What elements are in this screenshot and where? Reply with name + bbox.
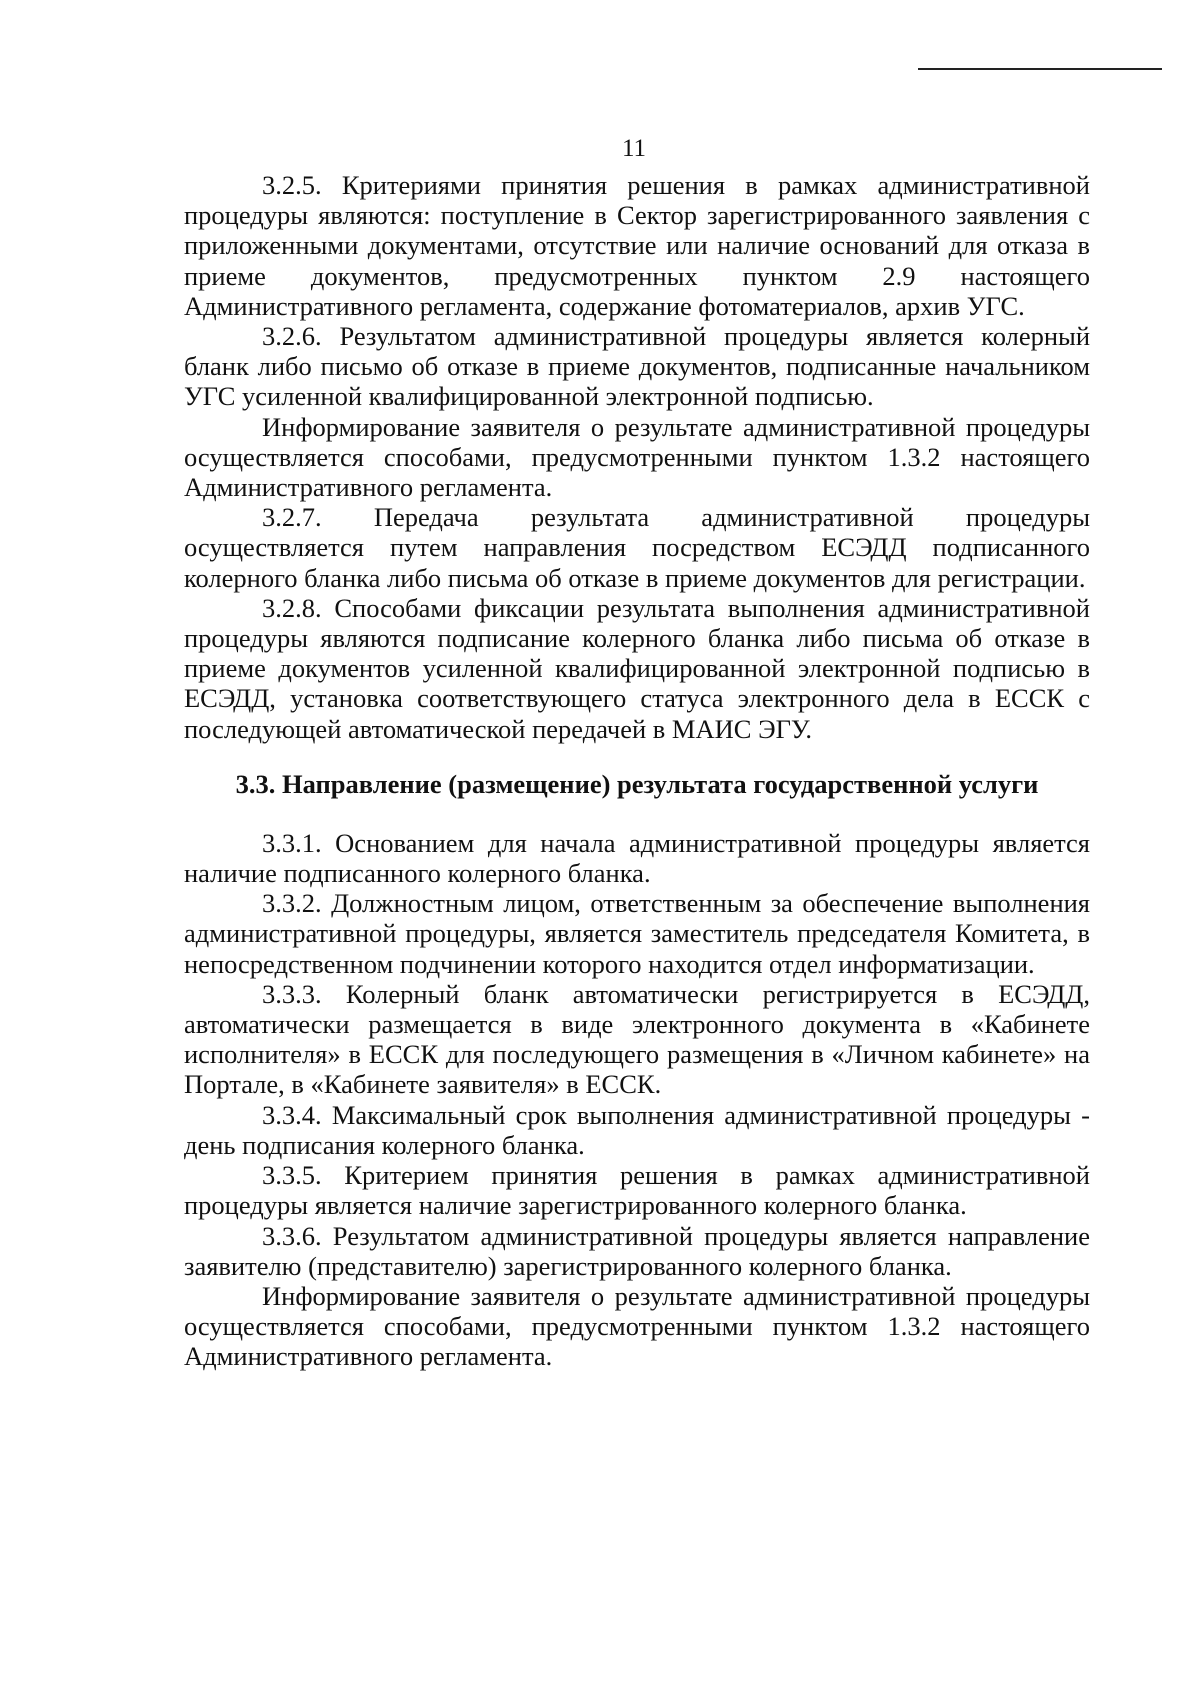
- paragraph-3-2-7: 3.2.7. Передача результата административной процедуры осуществляется путем направления посредством ЕСЭДД подписанного колерного бланка либо письма об отказе в приеме документов для регистрации.: [184, 502, 1090, 593]
- document-body: [184, 170, 1090, 1372]
- paragraph-3-3-1: 3.3.1. Основанием для начала административной процедуры является наличие подписанного колерного бланка.: [184, 827, 1090, 889]
- paragraph-3-2-8: 3.2.8. Способами фиксации результата выполнения административной процедуры являются подписание колерного бланка либо письма об отказе в приеме документов усиленной квалифицированной электронной подписью в ЕСЭДД, установка соответствующего статуса электронного дела в ЕССК с последующей автоматической передачей в МАИС ЭГУ.: [184, 592, 1090, 744]
- paragraph-3-3-6: 3.3.6. Результатом административной процедуры является направление заявителю (представителю) зарегистрированного колерного бланка.: [184, 1220, 1090, 1281]
- section-heading-3-3: 3.3. Направление (размещение) результата государственной услуги: [235, 768, 1039, 799]
- paragraph-3-3-5: 3.3.5. Критерием принятия решения в рамках административной процедуры является наличие зарегистрированного колерного бланка.: [184, 1160, 1090, 1221]
- paragraph-3-2-6: 3.2.6. Результатом административной процедуры является колерный бланк либо письмо об отказе в приеме документов, подписанные начальником УГС усиленной квалифицированной электронной подписью.: [184, 321, 1090, 412]
- paragraph-3-3-2: 3.3.2. Должностным лицом, ответственным за обеспечение выполнения административной процедуры, является заместитель председателя Комитета, в непосредственном подчинении которого находится отдел информатизации.: [184, 888, 1090, 979]
- page-number: 11: [621, 135, 647, 162]
- paragraph-3-3-3: 3.3.3. Колерный бланк автоматически регистрируется в ЕСЭДД, автоматически размещается в виде электронного документа в «Кабинете исполнителя» в ЕССК для последующего размещения в «Личном кабинете» на Портале, в «Кабинете заявителя» в ЕССК.: [184, 978, 1090, 1100]
- paragraph-3-3-4: 3.3.4. Максимальный срок выполнения административной процедуры - день подписания колерного бланка.: [184, 1099, 1090, 1160]
- paragraph-informing-2: Информирование заявителя о результате административной процедуры осуществляется способами, предусмотренными пунктом 1.3.2 настоящего Административного регламента.: [184, 1280, 1090, 1372]
- header-rule: [918, 68, 1162, 70]
- paragraph-informing-1: Информирование заявителя о результате административной процедуры осуществляется способами, предусмотренными пунктом 1.3.2 настоящего Административного регламента.: [184, 411, 1090, 503]
- paragraph-3-2-5: 3.2.5. Критериями принятия решения в рамках административной процедуры являются: поступление в Сектор зарегистрированного заявления с приложенными документами, отсутствие или наличие оснований для отказа в приеме документов, предусмотренных пунктом 2.9 настоящего Административного регламента, содержание фотоматериалов, архив УГС.: [184, 170, 1090, 321]
